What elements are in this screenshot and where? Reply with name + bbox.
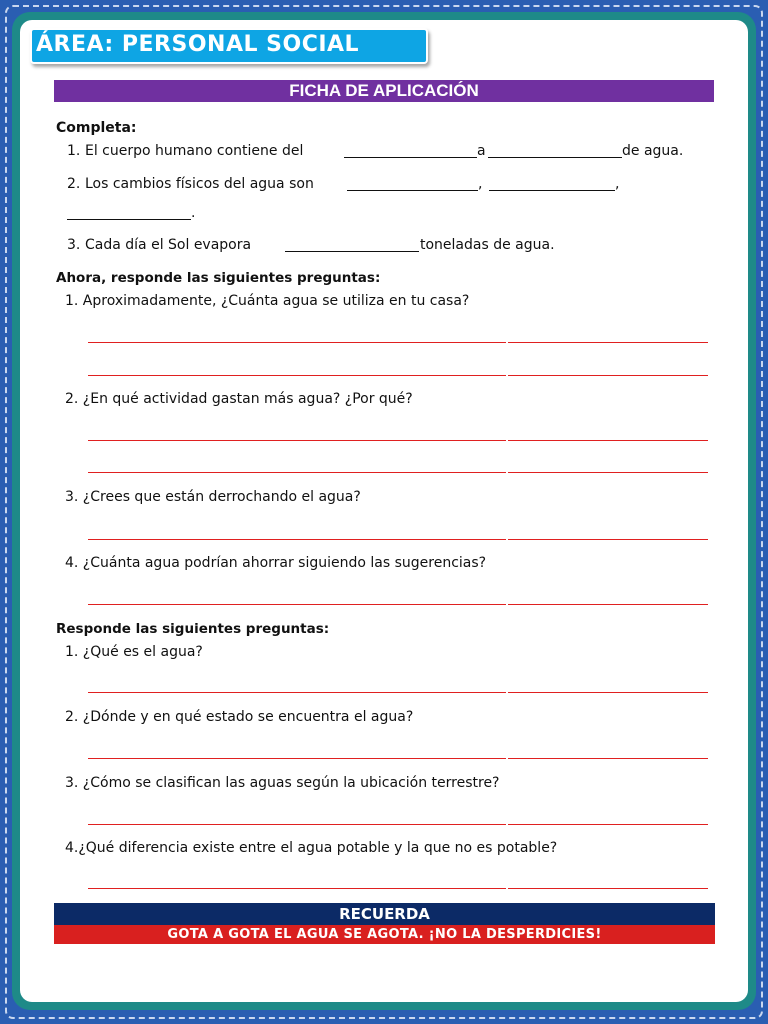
answer-line[interactable]: [508, 692, 708, 693]
answer-line[interactable]: [88, 692, 506, 693]
answer-line[interactable]: [88, 539, 506, 540]
section3-heading: Responde las siguientes preguntas:: [56, 621, 330, 637]
blank-line[interactable]: [488, 157, 622, 158]
completa-item-2-number: 2.: [67, 176, 81, 192]
completa-item-3-text-b: toneladas de agua.: [420, 237, 555, 253]
gota-message-banner: GOTA A GOTA EL AGUA SE AGOTA. ¡NO LA DESPERDICIES!: [54, 925, 715, 944]
completa-item-3-number: 3.: [67, 237, 81, 253]
section2-question-2: 2. ¿En qué actividad gastan más agua? ¿Por qué?: [65, 391, 413, 407]
completa-heading: Completa:: [56, 120, 137, 136]
section2-heading: Ahora, responde las siguientes preguntas:: [56, 270, 381, 286]
blank-line[interactable]: [285, 251, 419, 252]
answer-line[interactable]: [508, 824, 708, 825]
section3-question-1: 1. ¿Qué es el agua?: [65, 644, 203, 660]
blank-line[interactable]: [67, 219, 191, 220]
section2-question-4: 4. ¿Cuánta agua podrían ahorrar siguiendo las sugerencias?: [65, 555, 487, 571]
answer-line[interactable]: [508, 604, 708, 605]
blank-line[interactable]: [489, 190, 615, 191]
answer-line[interactable]: [508, 758, 708, 759]
area-title: ÁREA: PERSONAL SOCIAL: [36, 32, 360, 57]
ficha-title: FICHA DE APLICACIÓN: [54, 80, 714, 102]
answer-line[interactable]: [88, 375, 506, 376]
completa-item-1-text-a: El cuerpo humano contiene del: [85, 143, 304, 159]
answer-line[interactable]: [508, 539, 708, 540]
answer-line[interactable]: [88, 824, 506, 825]
completa-item-2-period: .: [191, 205, 196, 221]
completa-item-1-number: 1.: [67, 143, 81, 159]
section2-question-1: 1. Aproximadamente, ¿Cuánta agua se utiliza en tu casa?: [65, 293, 470, 309]
blank-line[interactable]: [347, 190, 478, 191]
completa-item-2-comma-2: ,: [615, 176, 620, 192]
completa-item-3-text-a: Cada día el Sol evapora: [85, 237, 252, 253]
blank-line[interactable]: [344, 157, 477, 158]
completa-item-2-comma-1: ,: [478, 176, 483, 192]
recuerda-banner: RECUERDA: [54, 903, 715, 925]
completa-item-1-text-c: de agua.: [622, 143, 684, 159]
section2-question-3: 3. ¿Crees que están derrochando el agua?: [65, 489, 361, 505]
answer-line[interactable]: [508, 440, 708, 441]
answer-line[interactable]: [88, 342, 506, 343]
answer-line[interactable]: [508, 375, 708, 376]
completa-item-1-text-b: a: [477, 143, 486, 159]
answer-line[interactable]: [88, 604, 506, 605]
answer-line[interactable]: [88, 440, 506, 441]
section3-question-4: 4.¿Qué diferencia existe entre el agua potable y la que no es potable?: [65, 840, 558, 856]
section3-question-3: 3. ¿Cómo se clasifican las aguas según la ubicación terrestre?: [65, 775, 500, 791]
answer-line[interactable]: [88, 888, 506, 889]
answer-line[interactable]: [88, 758, 506, 759]
section3-question-2: 2. ¿Dónde y en qué estado se encuentra el agua?: [65, 709, 414, 725]
answer-line[interactable]: [508, 472, 708, 473]
answer-line[interactable]: [88, 472, 506, 473]
completa-item-2-text-a: Los cambios físicos del agua son: [85, 176, 314, 192]
answer-line[interactable]: [508, 888, 708, 889]
answer-line[interactable]: [508, 342, 708, 343]
